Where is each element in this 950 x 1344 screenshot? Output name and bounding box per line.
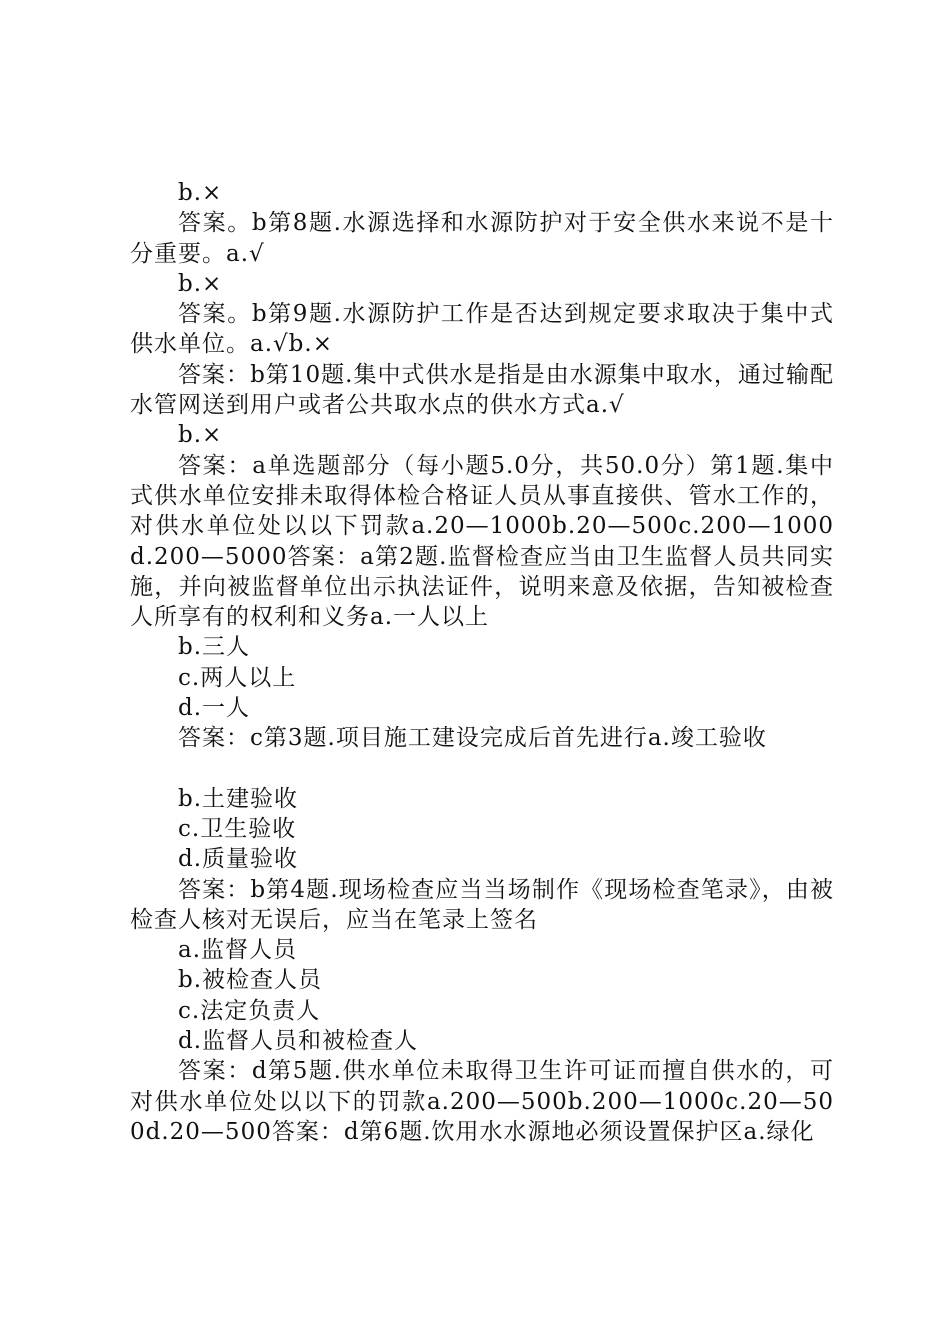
paragraph: 答案：b第10题.集中式供水是指是由水源集中取水，通过输配水管网送到用户或者公共取水点的供水方式a.√: [130, 361, 834, 419]
paragraph: 答案：c第3题.项目施工建设完成后首先进行a.竣工验收: [178, 725, 767, 752]
paragraph: d.一人: [178, 695, 251, 722]
paragraph: c.法定负责人: [178, 997, 321, 1024]
paragraph: c.两人以上: [178, 664, 297, 691]
paragraph: b.×: [178, 422, 223, 449]
paragraph: c.卫生验收: [178, 815, 297, 842]
paragraph: b.三人: [178, 634, 251, 661]
paragraph: b.×: [178, 270, 223, 297]
document-body: [130, 178, 834, 1147]
paragraph: 答案。b第9题.水源防护工作是否达到规定要求取决于集中式供水单位。a.√b.×: [130, 301, 834, 358]
paragraph: 答案：b第4题.现场检查应当当场制作《现场检查笔录》，由被检查人核对无误后，应当在笔录上签名: [130, 876, 834, 933]
paragraph: 答案：a单选题部分（每小题5.0分，共50.0分）第1题.集中式供水单位安排未取得体检合格证人员从事直接供、管水工作的，对供水单位处以以下罚款a.20—1000b.20—500c.200—1000d.200—5000答案：a第2题.监督检查应当由卫生监督人员共同实施，并向被监督单位出示执法证件，说明来意及依据，告知被检查人所享有的权利和义务a.一人以上: [130, 452, 834, 631]
paragraph: b.×: [178, 180, 223, 206]
paragraph: d.质量验收: [178, 846, 299, 873]
paragraph: b.被检查人员: [178, 967, 323, 994]
blank-line: [130, 754, 834, 784]
paragraph: b.土建验收: [178, 785, 299, 812]
paragraph: 答案：d第5题.供水单位未取得卫生许可证而擅自供水的，可对供水单位处以以下的罚款a.200—500b.200—1000c.20—500d.20—500答案：d第6题.饮用水水源地必须设置保护区a.绿化: [130, 1058, 834, 1145]
paragraph: a.监督人员: [178, 937, 298, 964]
paragraph: d.监督人员和被检查人: [178, 1028, 419, 1055]
paragraph: 答案。b第8题.水源选择和水源防护对于安全供水来说不是十分重要。a.√: [130, 210, 834, 267]
